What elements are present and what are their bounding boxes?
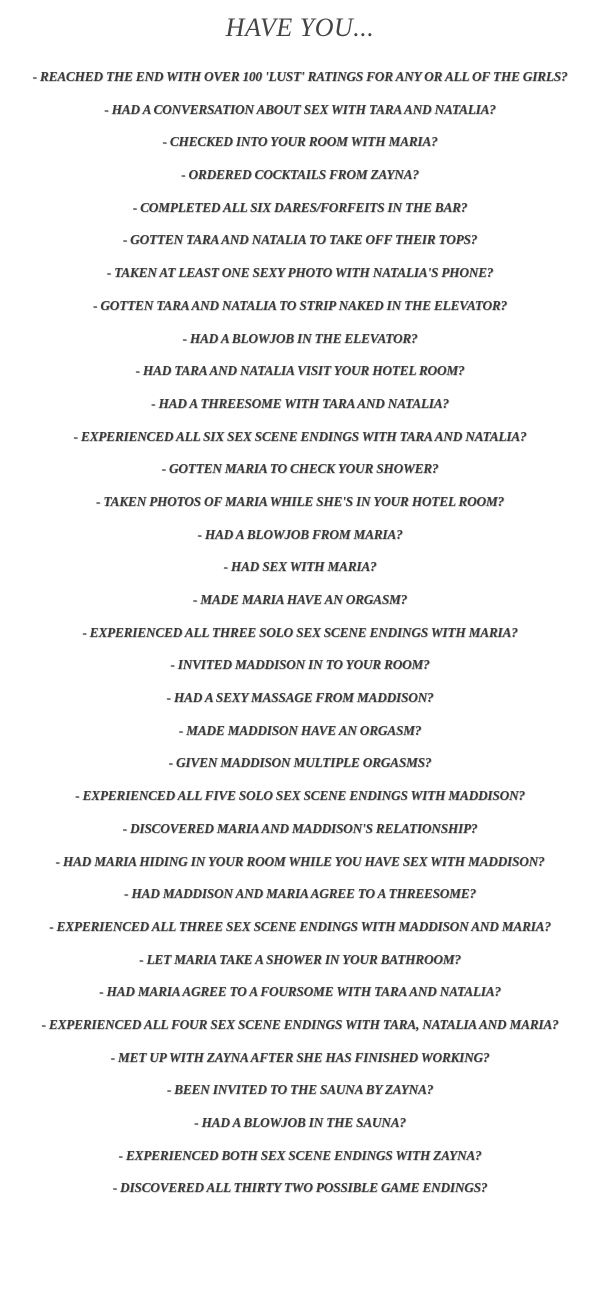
list-item: - TAKEN AT LEAST ONE SEXY PHOTO WITH NATALIA'S PHONE? [106,265,494,281]
list-item: - CHECKED INTO YOUR ROOM WITH MARIA? [162,134,438,150]
list-item: - REACHED THE END WITH OVER 100 'LUST' RATINGS FOR ANY OR ALL OF THE GIRLS? [32,69,568,84]
list-item: - EXPERIENCED ALL FOUR SEX SCENE ENDINGS WITH TARA, NATALIA AND MARIA? [41,1016,559,1032]
list-item: - HAD MADDISON AND MARIA AGREE TO A THREESOME? [124,886,476,902]
list-item: - GIVEN MADDISON MULTIPLE ORGASMS? [168,755,432,771]
list-item: - TAKEN PHOTOS OF MARIA WHILE SHE'S IN YOUR HOTEL ROOM? [96,493,504,509]
page-title: HAVE YOU... [225,13,375,42]
list-item: - ORDERED COCKTAILS FROM ZAYNA? [181,167,419,183]
list-item: - HAD TARA AND NATALIA VISIT YOUR HOTEL ROOM? [135,363,465,379]
list-item: - EXPERIENCED ALL FIVE SOLO SEX SCENE ENDINGS WITH MADDISON? [75,788,525,804]
list-item: - MADE MADDISON HAVE AN ORGASM? [178,722,422,738]
list-item: - HAD A SEXY MASSAGE FROM MADDISON? [166,690,434,706]
list-item: - HAD A BLOWJOB IN THE ELEVATOR? [182,330,418,346]
list-item: - EXPERIENCED BOTH SEX SCENE ENDINGS WITH ZAYNA? [118,1147,482,1163]
list-item: - HAD A BLOWJOB IN THE SAUNA? [194,1115,406,1130]
achievement-list [28,43,572,1196]
list-item: - INVITED MADDISON IN TO YOUR ROOM? [170,657,430,673]
list-item: - EXPERIENCED ALL THREE SEX SCENE ENDINGS WITH MADDISON AND MARIA? [49,918,551,934]
list-item: - DISCOVERED ALL THIRTY TWO POSSIBLE GAME ENDINGS? [112,1180,488,1196]
list-item: - HAD A THREESOME WITH TARA AND NATALIA? [151,395,449,411]
list-item: - GOTTEN TARA AND NATALIA TO TAKE OFF THEIR TOPS? [122,232,478,248]
list-item: - DISCOVERED MARIA AND MADDISON'S RELATIONSHIP? [122,820,478,836]
list-item: - GOTTEN MARIA TO CHECK YOUR SHOWER? [161,461,439,477]
list-item: - LET MARIA TAKE A SHOWER IN YOUR BATHROOM? [139,951,461,967]
list-item: - HAD A BLOWJOB FROM MARIA? [197,526,403,542]
list-item: - MET UP WITH ZAYNA AFTER SHE HAS FINISHED WORKING? [110,1049,490,1065]
list-item: - HAD MARIA AGREE TO A FOURSOME WITH TARA AND NATALIA? [99,984,501,1000]
list-item: - COMPLETED ALL SIX DARES/FORFEITS IN THE BAR? [132,199,468,215]
list-item: - HAD MARIA HIDING IN YOUR ROOM WHILE YOU HAVE SEX WITH MADDISON? [55,853,545,869]
list-item: - HAD SEX WITH MARIA? [223,559,377,575]
list-item: - EXPERIENCED ALL SIX SEX SCENE ENDINGS WITH TARA AND NATALIA? [73,428,527,444]
list-item: - HAD A CONVERSATION ABOUT SEX WITH TARA AND NATALIA? [104,101,496,117]
list-item: - MADE MARIA HAVE AN ORGASM? [192,592,408,607]
list-item: - BEEN INVITED TO THE SAUNA BY ZAYNA? [166,1082,434,1098]
list-item: - EXPERIENCED ALL THREE SOLO SEX SCENE ENDINGS WITH MARIA? [82,624,518,640]
list-item: - GOTTEN TARA AND NATALIA TO STRIP NAKED IN THE ELEVATOR? [93,297,507,313]
